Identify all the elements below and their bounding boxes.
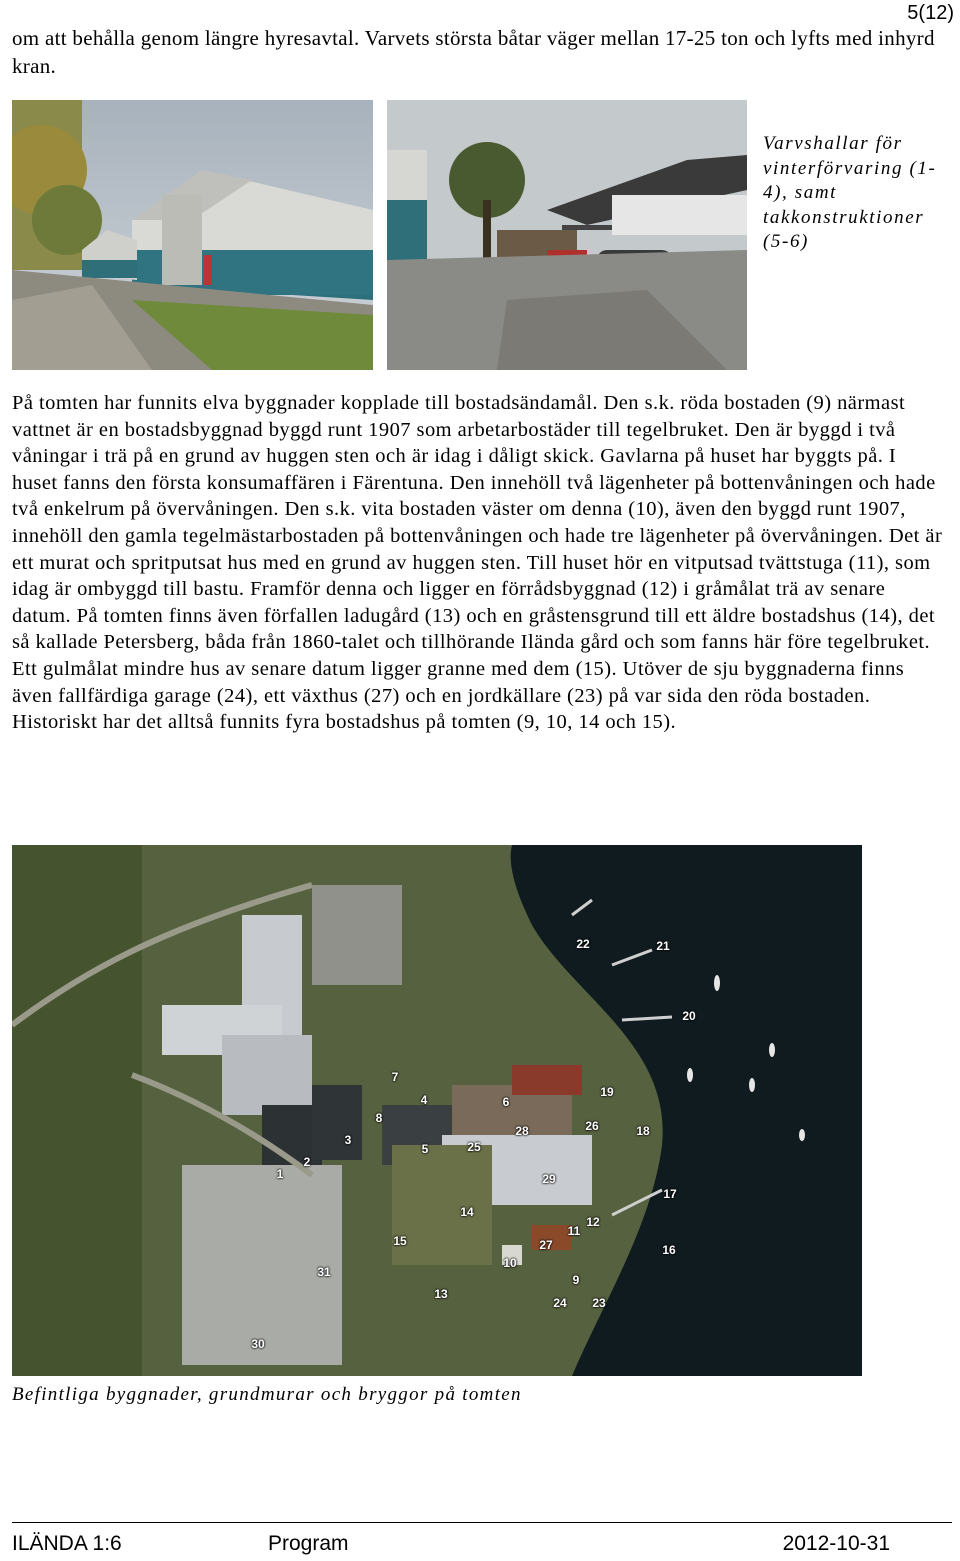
body-text: På tomten har funnits elva byggnader kopplade till bostadsändamål. Den s.k. röda bostaden (9) närmast vattnet är en bostadsbyggnad byggd runt 1907 som arbetarbostäder till tegelbruket. Den är byggd i två våningar i trä på en grund av huggen sten och är idag i dåligt skick. Gavlarna på huset har byggts på. I huset fanns den första konsumaffären i Färentuna. Den innehöll två lägenheter på bottenvåningen och hade två enkelrum på övervåningen. Den s.k. vita bostaden väster om denna (10), även den byggd runt 1907, innehöll den gamla tegelmästarbostaden på bottenvåningen och hade tre lägenheter på övervåningen. Det är ett murat och spritputsat hus med en grund av huggen sten. Till huset hör en vitputsad tvättstuga (11), som idag är ombyggd till bastu. Framför denna och ligger en förrådsbyggnad (12) i gråmålat trä av senare datum. På tomten finns även förfallen ladugård (13) och en gråstensgrund till ett äldre bostadshus (14), det så kallade Petersberg, båda från 1860-talet och tillhörande Ilända gård och som fanns här före tegelbruket. Ett gulmålat mindre hus av senare datum ligger granne med dem (15). Utöver de sju byggnaderna finns även fallfärdiga garage (24), ett växthus (27) och en jordkällare (23) på var sida den röda bostaden. Historiskt har det alltså funnits fyra bostadshus på tomten (9, 10, 14 och 15).	[12, 392, 943, 734]
map-label: 1	[276, 1167, 284, 1181]
map-label: 3	[344, 1133, 352, 1147]
footer-divider	[12, 1522, 952, 1523]
map-label: 15	[393, 1234, 407, 1248]
map-label: 9	[572, 1273, 580, 1287]
map-label: 28	[515, 1124, 529, 1138]
footer-section: Program	[268, 1532, 349, 1555]
map-label: 31	[317, 1265, 331, 1279]
map-label: 5	[421, 1142, 429, 1156]
map-label: 23	[592, 1296, 606, 1310]
map-label: 11	[567, 1224, 581, 1238]
photo-storage-halls	[12, 100, 373, 370]
map-label: 18	[636, 1124, 650, 1138]
figure-caption: Befintliga byggnader, grundmurar och bryggor på tomten	[12, 1384, 522, 1405]
map-label: 25	[467, 1140, 481, 1154]
map-label: 13	[434, 1287, 448, 1301]
body-paragraph	[12, 390, 947, 736]
map-label: 29	[542, 1172, 556, 1186]
footer-date: 2012-10-31	[782, 1532, 890, 1555]
map-label: 6	[502, 1095, 510, 1109]
map-label: 27	[539, 1238, 553, 1252]
aerial-site-map	[12, 845, 862, 1376]
map-label: 7	[391, 1070, 399, 1084]
map-label: 19	[600, 1085, 614, 1099]
map-label: 14	[460, 1205, 474, 1219]
map-label: 8	[375, 1111, 383, 1125]
map-label: 22	[576, 937, 590, 951]
map-label: 16	[662, 1243, 676, 1257]
map-label: 20	[682, 1009, 696, 1023]
photo-caption: Varvshallar för vinterförvaring (1-4), samt takkonstruktioner (5-6)	[763, 133, 937, 252]
map-label: 30	[251, 1337, 265, 1351]
photo-roof-structures	[387, 100, 747, 370]
map-label: 26	[585, 1119, 599, 1133]
map-label: 21	[656, 939, 670, 953]
intro-paragraph: om att behålla genom längre hyresavtal. Varvets största båtar väger mellan 17-25 ton och lyfts med inhyrd kran.	[12, 26, 935, 78]
map-label: 2	[303, 1155, 311, 1169]
map-label: 12	[586, 1215, 600, 1229]
map-label: 4	[420, 1093, 428, 1107]
footer-document-title: ILÄNDA 1:6	[12, 1532, 122, 1555]
page-number: 5(12)	[907, 2, 954, 24]
map-label: 17	[663, 1187, 677, 1201]
map-label: 10	[503, 1256, 517, 1270]
map-label: 24	[553, 1296, 567, 1310]
